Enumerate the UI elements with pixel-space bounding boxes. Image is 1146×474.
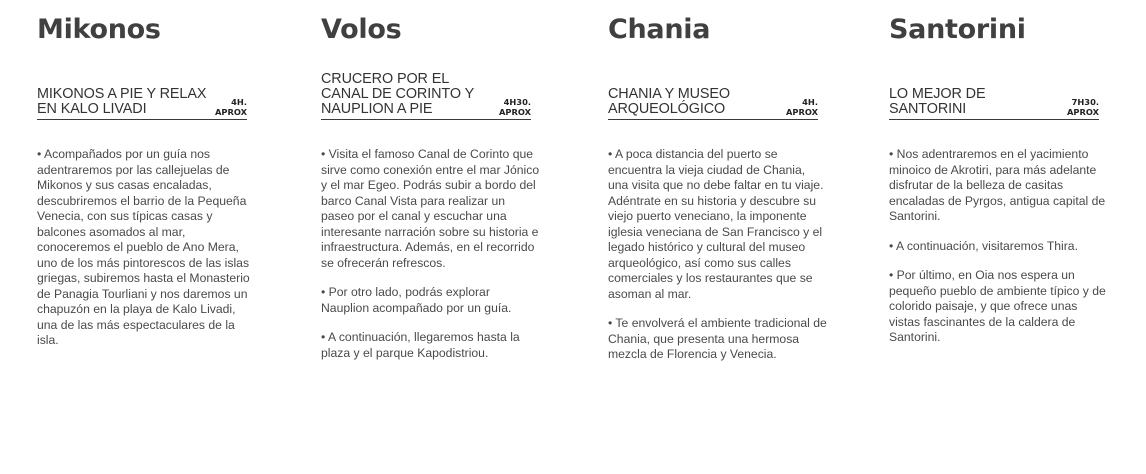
destination-title: Mikonos — [37, 14, 161, 45]
description-paragraph: • Te envolverá el ambiente tradicional de Chania, que presenta una hermosa mezcla de Florencia y Venecia. — [608, 316, 827, 361]
destination-title: Volos — [321, 14, 402, 45]
tour-header — [889, 74, 1099, 120]
description-paragraph: • A poca distancia del puerto se encuentra la vieja ciudad de Chania, una visita que no debe faltar en tu viaje. Adéntrate en su historia y descubre su viejo puerto veneciano, la imponente iglesia veneciana de San Francisco y el legado histórico y cultural del museo arqueológico, así como sus calles comerciales y los restaurantes que se asoman al mar. — [608, 147, 824, 301]
duration-time: 4H30. — [503, 97, 531, 107]
description-paragraph: • Visita el famoso Canal de Corinto que sirve como conexión entre el mar Jónico y el mar Egeo. Podrás subir a bordo del barco Canal Vista para realizar un paseo por el canal y escuchar una interesante narración sobre su historia e infraestructura. Además, en el recorrido se ofrecerán refrescos. — [321, 147, 540, 270]
tour-description — [608, 147, 828, 377]
tour-duration — [215, 97, 247, 117]
duration-note: APROX — [785, 107, 818, 117]
description-paragraph: • A continuación, llegaremos hasta la plaza y el parque Kapodistriou. — [321, 330, 520, 360]
tour-title: LO MEJOR DE SANTORINI — [889, 86, 986, 117]
tour-duration — [499, 97, 531, 117]
description-paragraph: • A continuación, visitaremos Thira. — [889, 238, 1078, 253]
duration-time: 7H30. — [1071, 97, 1099, 107]
duration-time: 4H. — [231, 97, 247, 107]
tour-title: CHANIA Y MUSEO ARQUEOLÓGICO — [608, 86, 731, 117]
tour-title: MIKONOS A PIE Y RELAX EN KALO LIVADI — [37, 86, 207, 117]
description-paragraph: • Acompañados por un guía nos adentraremos por las callejuelas de Mikonos y sus casas encaladas, descubriremos el barrio de la Pequeña Venecia, con sus típicas casas y balcones asomados al mar, conoceremos el pueblo de Ano Mera, uno de los más pintorescos de las islas griegas, subiremos hasta el Monasterio de Panagia Tourliani y nos daremos un chapuzón en la playa de Kalo Livadi, una de las más espectaculares de la isla. — [37, 147, 250, 347]
tour-title: CRUCERO POR EL CANAL DE CORINTO Y NAUPLION A PIE — [321, 71, 474, 117]
destination-title: Chania — [608, 14, 711, 45]
tour-description — [889, 147, 1109, 360]
tour-description — [37, 147, 257, 363]
tour-header — [37, 74, 247, 120]
tour-duration — [786, 97, 818, 117]
duration-note: APROX — [214, 107, 247, 117]
description-paragraph: • Nos adentraremos en el yacimiento minoico de Akrotiri, para más adelante disfrutar de la belleza de casitas encaladas de Pyrgos, antigua capital de Santorini. — [889, 147, 1106, 223]
duration-note: APROX — [1066, 107, 1099, 117]
description-paragraph: • Por otro lado, podrás explorar Nauplion acompañado por un guía. — [321, 285, 512, 315]
tour-duration — [1067, 97, 1099, 117]
destination-title: Santorini — [889, 14, 1026, 45]
tour-header — [608, 74, 818, 120]
description-paragraph: • Por último, en Oia nos espera un pequeño pueblo de ambiente típico y de colorido paisaje, y que ofrece unas vistas fascinantes de la caldera de Santorini. — [889, 268, 1106, 344]
duration-time: 4H. — [802, 97, 818, 107]
tour-description — [321, 147, 541, 375]
duration-note: APROX — [498, 107, 531, 117]
tour-header — [321, 58, 531, 120]
